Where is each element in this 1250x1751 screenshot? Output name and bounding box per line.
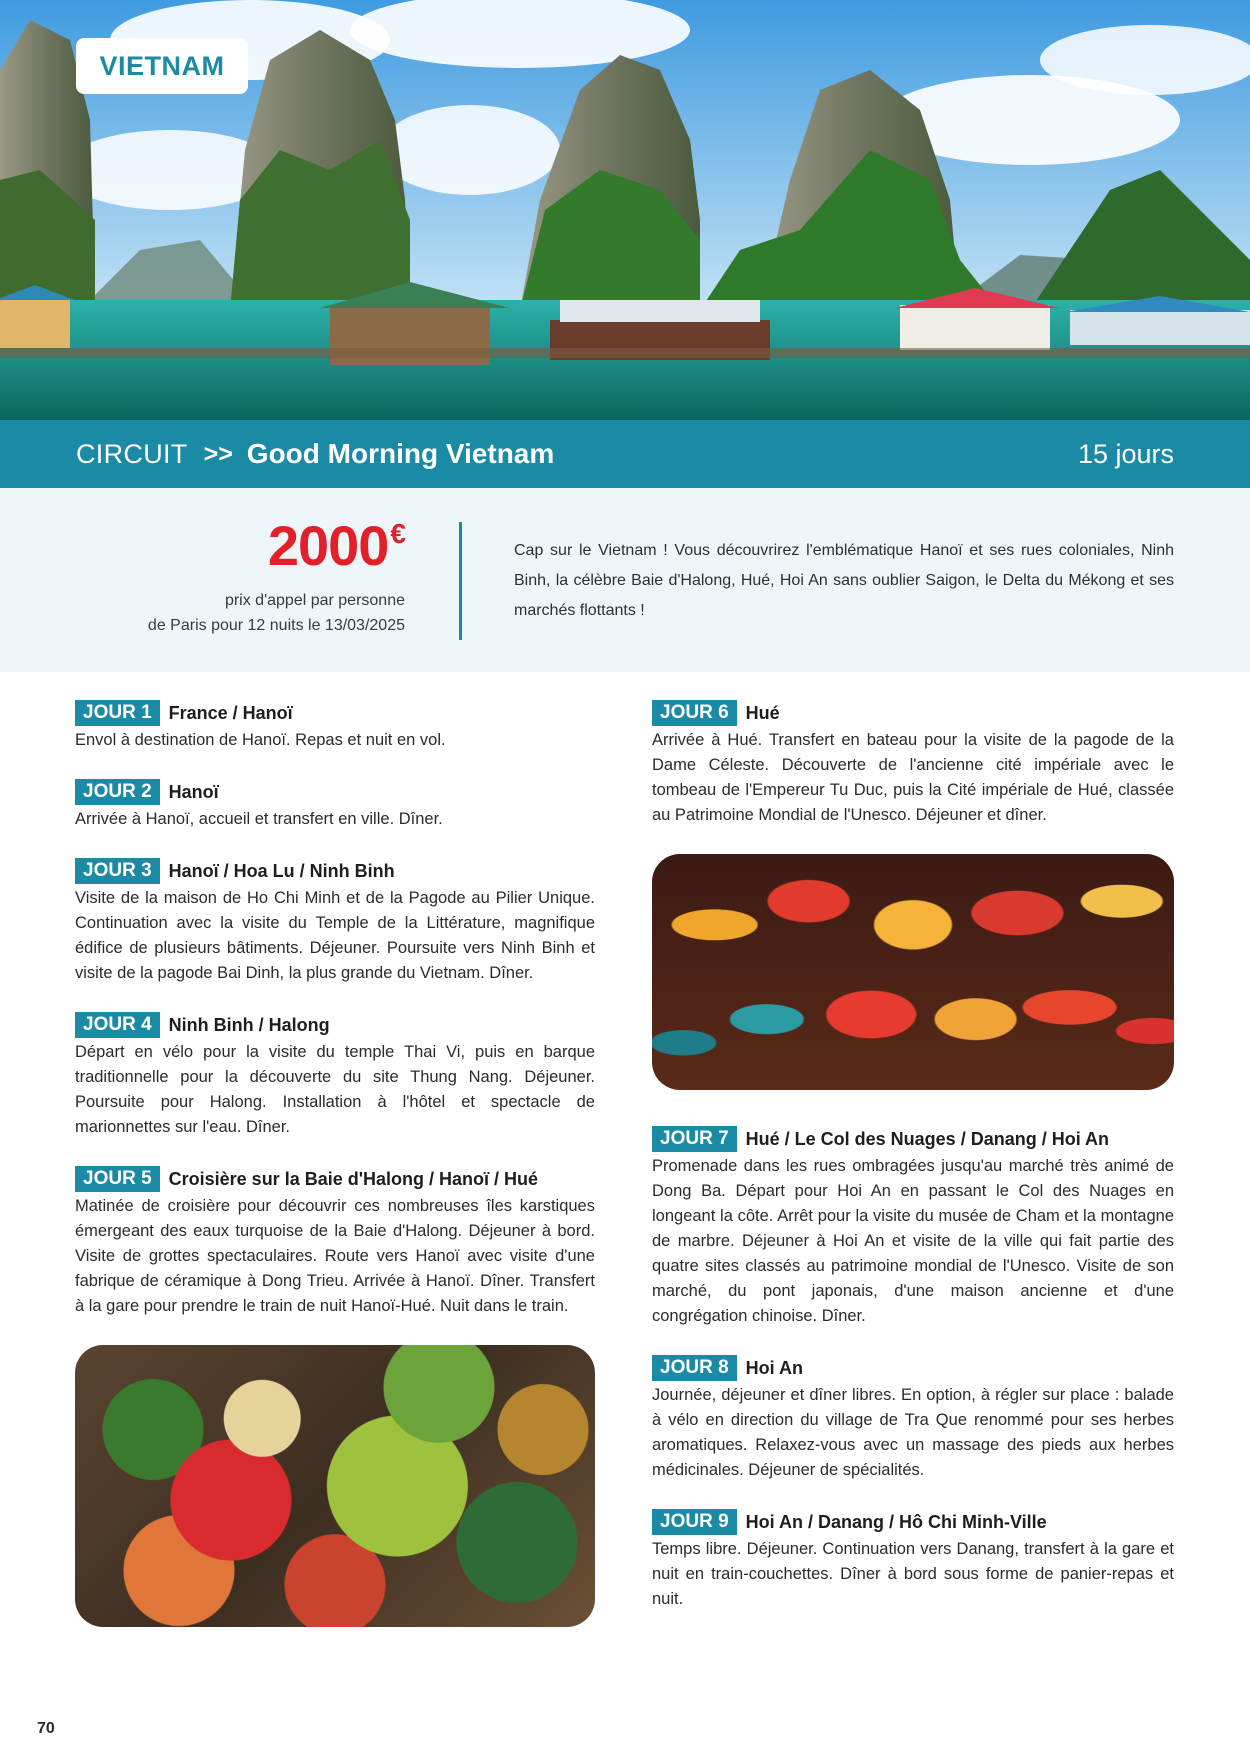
itinerary-left-column <box>75 700 595 1627</box>
day-7 <box>652 1126 1174 1329</box>
day-3 <box>75 858 595 986</box>
trip-duration: 15 jours <box>1077 438 1174 469</box>
day-title: Hanoï <box>168 781 219 802</box>
day-tag: JOUR 8 <box>652 1355 737 1381</box>
day-tag: JOUR 1 <box>75 700 160 726</box>
day-title: Croisière sur la Baie d'Halong / Hanoï / Hué <box>168 1168 539 1189</box>
price-note-line2: de Paris pour 12 nuits le 13/03/2025 <box>147 617 405 634</box>
day-text: Arrivée à Hué. Transfert en bateau pour la visite de la pagode de la Dame Céleste. Découverte de l'ancienne cité impériale avec le tombeau de l'Empereur Tu Duc, puis la Cité impériale de Hué, classée au Patrimoine Mondial de l'Unesco. Déjeuner et dîner. <box>652 731 1174 824</box>
price-note <box>65 588 405 638</box>
day-tag: JOUR 2 <box>75 779 160 805</box>
country-badge: VIETNAM <box>76 38 248 94</box>
price-band <box>0 488 1250 672</box>
day-5 <box>75 1166 595 1319</box>
trip-name: Good Morning Vietnam <box>246 438 555 469</box>
day-tag: JOUR 7 <box>652 1126 737 1152</box>
day-text: Envol à destination de Hanoï. Repas et nuit en vol. <box>75 731 446 749</box>
circuit-title-bar <box>0 420 1250 488</box>
day-text: Temps libre. Déjeuner. Continuation vers Danang, transfert à la gare et nuit en train-couchettes. Dîner à bord sous forme de panier-repas et nuit. <box>652 1540 1174 1608</box>
day-title: Ninh Binh / Halong <box>168 1014 330 1035</box>
day-tag: JOUR 6 <box>652 700 737 726</box>
day-tag: JOUR 4 <box>75 1012 160 1038</box>
day-title: Hué <box>745 702 780 723</box>
price-box <box>65 514 405 638</box>
day-text: Matinée de croisière pour découvrir ces nombreuses îles karstiques émergeant des eaux turquoise de la Baie d'Halong. Déjeuner à bord. Visite de grottes spectaculaires. Route vers Hanoï avec visite d'une fabrique de céramique à Dong Trieu. Arrivée à Hanoï. Dîner. Transfert à la gare pour prendre le train de nuit Hanoï-Hué. Nuit dans le train. <box>75 1197 595 1315</box>
day-tag: JOUR 5 <box>75 1166 160 1192</box>
day-title: Hué / Le Col des Nuages / Danang / Hoi An <box>745 1128 1110 1149</box>
price-note-line1: prix d'appel par personne <box>224 592 405 609</box>
day-9 <box>652 1509 1174 1612</box>
day-title: Hoi An / Danang / Hô Chi Minh-Ville <box>745 1511 1047 1532</box>
page-number: 70 <box>37 1720 55 1737</box>
day-tag: JOUR 3 <box>75 858 160 884</box>
day-6 <box>652 700 1174 828</box>
day-text: Promenade dans les rues ombragées jusqu'au marché très animé de Dong Ba. Départ pour Hoi An en passant le Col des Nuages en longeant la côte. Arrêt pour la visite du musée de Cham et la montagne de marbre. Déjeuner à Hoi An et visite de la ville qui fait partie des quatre sites classés au patrimoine mondial de l'Unesco. Visite de son marché, du pont japonais, d'une maison ancienne et d'une congrégation chinoise. Dîner. <box>652 1157 1174 1325</box>
itinerary-right-column <box>652 700 1174 1638</box>
day-title: France / Hanoï <box>168 702 293 723</box>
floating-market-photo <box>75 1345 595 1627</box>
day-8 <box>652 1355 1174 1483</box>
day-text: Journée, déjeuner et dîner libres. En option, à régler sur place : balade à vélo en direction du village de Tra Que renommé pour ses herbes aromatiques. Relaxez-vous avec un massage des pieds aux herbes médicinales. Déjeuner de spécialités. <box>652 1386 1174 1479</box>
currency-symbol: € <box>390 518 405 549</box>
day-2 <box>75 779 595 832</box>
day-1 <box>75 700 595 753</box>
day-tag: JOUR 9 <box>652 1509 737 1535</box>
hero-photo-halong-bay <box>0 0 1250 420</box>
price-value: 2000 <box>267 514 389 577</box>
price-amount <box>65 514 405 577</box>
day-4 <box>75 1012 595 1140</box>
day-title: Hoi An <box>745 1357 803 1378</box>
circuit-label: CIRCUIT <box>76 438 188 469</box>
trip-intro: Cap sur le Vietnam ! Vous découvrirez l'emblématique Hanoï et ses rues coloniales, Ninh Binh, la célèbre Baie d'Halong, Hué, Hoi An sans oublier Saigon, le Delta du Mékong et ses marchés flottants ! <box>514 542 1174 619</box>
vertical-divider <box>459 522 462 640</box>
day-text: Visite de la maison de Ho Chi Minh et de la Pagode au Pilier Unique. Continuation avec la visite du Temple de la Littérature, magnifique édifice de plusieurs bâtiments. Déjeuner. Poursuite vers Ninh Binh et visite de la pagode Bai Dinh, la plus grande du Vietnam. Dîner. <box>75 889 595 982</box>
double-chevron-icon: >> <box>203 439 233 468</box>
lanterns-photo <box>652 854 1174 1090</box>
day-title: Hanoï / Hoa Lu / Ninh Binh <box>168 860 395 881</box>
day-text: Départ en vélo pour la visite du temple Thai Vi, puis en barque traditionnelle pour la découverte du site Thung Nang. Déjeuner. Poursuite pour Halong. Installation à l'hôtel et spectacle de marionnettes sur l'eau. Dîner. <box>75 1043 595 1136</box>
day-text: Arrivée à Hanoï, accueil et transfert en ville. Dîner. <box>75 810 443 828</box>
